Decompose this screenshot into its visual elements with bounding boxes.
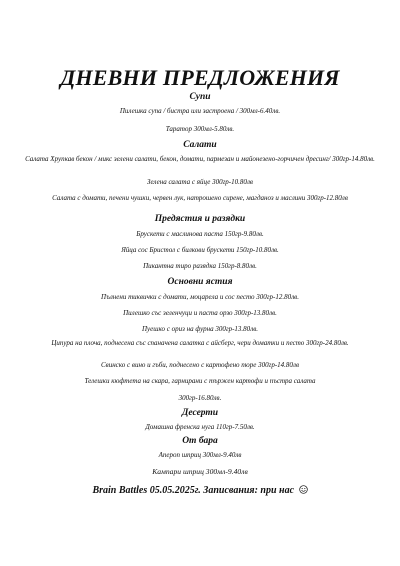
menu-item: Пилешко със зеленчуци и паста орзо 300гр-13.80лв.	[123, 309, 277, 317]
menu-item: Пълнени тиквички с домати, моцарела и сос песто 300гр-12.80лв.	[101, 293, 299, 301]
menu-item: Пилешка супа / бистра или застроена / 300мл-6.40лв.	[119, 107, 281, 115]
menu-item: Яйца сос Бристол с билкови брускети 150гр-10.80лв.	[121, 246, 279, 254]
menu-item: Пикантна тиро разядка 150гр-8.80лв.	[143, 262, 257, 270]
menu-item: Телешки кюфтета на скара, гарнирани с тържен картофи и пъстра салата	[84, 377, 316, 385]
menu-item: 300гр-16.80лв.	[178, 394, 222, 402]
menu-item: Зелена салата с яйце 300гр-10.80лв	[147, 178, 253, 186]
menu-item: Ципура на плоча, поднесена със спаначена салатка с айсберг, чери доматки и песто 300гр-24.80лв.	[51, 339, 349, 347]
section-heading-bar: От бара	[182, 436, 218, 446]
menu-item: Свинско с вино и гъби, поднесено с картофено пюре 300гр-14.80лв	[101, 361, 299, 369]
section-heading-main-courses: Основни ястия	[167, 277, 233, 287]
section-heading-salads: Салати	[183, 140, 217, 150]
smiley-face-icon	[299, 485, 308, 494]
menu-item: Домашна френска нуга 110гр-7.50лв.	[145, 423, 255, 431]
section-heading-desserts: Десерти	[181, 408, 219, 418]
menu-item: Салата Хрупкав бекон / микс зелени салати, бекон, домати, пармезан и майонезено-горчичен дресинг/ 300гр-14.80лв.	[25, 155, 375, 163]
event-announcement	[0, 484, 400, 497]
menu-item: Таратор 300мл-5.80лв.	[165, 125, 235, 133]
menu-item: Пуешко с ориз на фурна 300гр-13.80лв.	[142, 325, 258, 333]
section-heading-soups: Супи	[189, 92, 211, 102]
menu-item: Кампари шприц 300мл-9.40лв	[152, 467, 248, 476]
menu-item: Апероп шприц 300мл-9.40лв	[158, 451, 242, 459]
event-announcement-text: Brain Battles 05.05.2025г. Записвания: при нас	[92, 485, 295, 496]
menu-item: Салата с домати, печени чушки, червен лук, натрошено сирене, магданоз и маслини 300гр-12.80лв	[52, 194, 348, 202]
page-title: ДНЕВНИ ПРЕДЛОЖЕНИЯ	[60, 65, 340, 90]
section-heading-starters: Предястия и разядки	[154, 214, 246, 224]
menu-item: Брускети с маслинова паста 150гр-9.80лв.	[136, 230, 264, 238]
